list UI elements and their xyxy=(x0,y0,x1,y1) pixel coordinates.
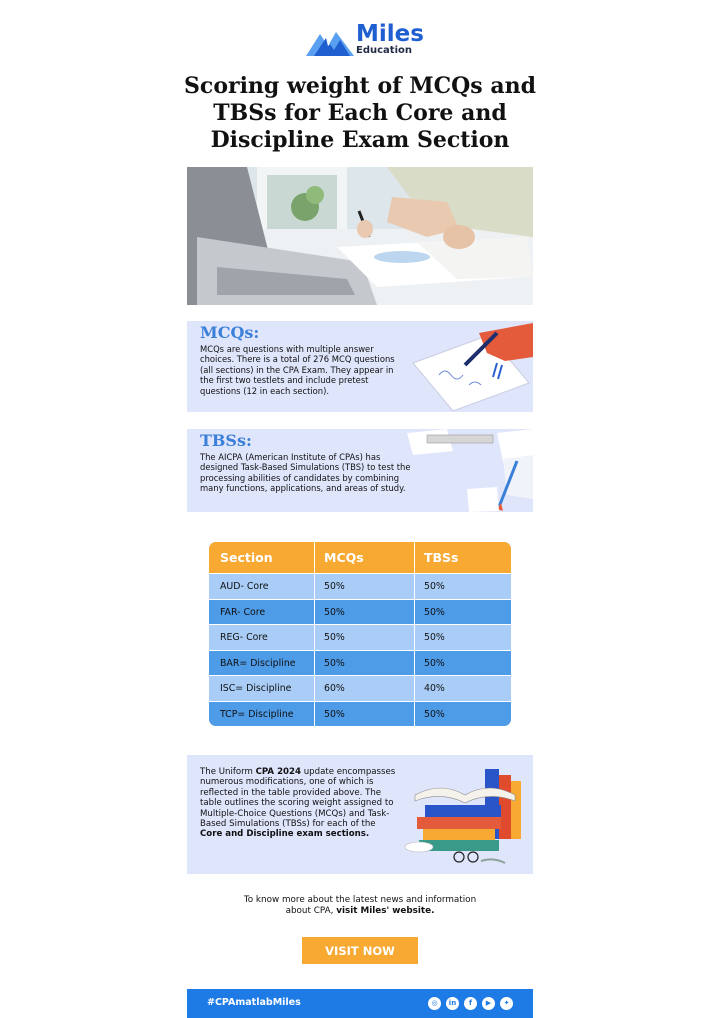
header-section: Section xyxy=(209,542,315,573)
desk-supplies-illustration xyxy=(407,429,533,512)
update-text-part: update encompasses numerous modifications, one of which is reflected in the table provided above. The table outlines the scoring weight assigned to Multiple-Choice Questions (MCQs) and Task-Based Simulations (TBSs) for each of the xyxy=(200,767,396,830)
cell-section: TCP= Discipline xyxy=(209,702,315,727)
tbs-heading: TBSs: xyxy=(200,431,252,450)
cell-tbss: 50% xyxy=(424,708,445,720)
cell-mcqs: 50% xyxy=(315,574,415,600)
cell-tbss: 50% xyxy=(424,632,445,644)
logo-subtitle: Education xyxy=(356,45,412,56)
books-illustration xyxy=(401,765,527,871)
table-row xyxy=(209,650,511,677)
header-mcqs: MCQs xyxy=(315,542,415,573)
tbs-description: The AICPA (American Institute of CPAs) has designed Task-Based Simulations (TBS) to test the processing abilities of candidates by combining many functions, applications, and areas of study. xyxy=(200,452,411,494)
mcq-heading: MCQs: xyxy=(200,323,260,342)
cell-mcqs: 50% xyxy=(315,651,415,677)
cta-text-part: To know more about the latest news and information about CPA, xyxy=(243,895,477,916)
logo-name: Miles xyxy=(356,21,424,47)
cell-tbss: 50% xyxy=(424,581,445,593)
mcq-description: MCQs are questions with multiple answer choices. There is a total of 276 MCQ questions (all sections) in the CPA Exam. They appear in the first two testlets and include pretest questions (12 in each section). xyxy=(200,344,395,396)
page-title: Scoring weight of MCQs and TBSs for Each Core and Discipline Exam Section xyxy=(184,73,536,153)
cell-tbss: 50% xyxy=(424,606,445,618)
cell-mcqs: 50% xyxy=(315,702,415,727)
cell-mcqs: 60% xyxy=(315,676,415,702)
cell-tbss: 40% xyxy=(424,683,445,695)
twitter-icon[interactable]: ✦ xyxy=(500,997,513,1010)
tbs-info-box xyxy=(187,429,533,512)
hero-image-person-writing xyxy=(187,167,533,305)
cell-section: ISC= Discipline xyxy=(209,676,315,702)
visit-now-button[interactable]: VISIT NOW xyxy=(302,937,418,964)
cta-message xyxy=(230,895,490,917)
mcq-info-box xyxy=(187,321,533,412)
visit-website-link[interactable]: visit Miles' website. xyxy=(336,906,435,916)
cell-section: REG- Core xyxy=(209,625,315,651)
hashtag-text: #CPAmatlabMiles xyxy=(207,997,301,1008)
update-text-bold: Core and Discipline exam sections. xyxy=(200,829,370,840)
header-tbss: TBSs xyxy=(424,550,459,565)
table-row xyxy=(209,573,511,600)
cpa-update-text xyxy=(200,767,400,840)
update-text-part: The Uniform xyxy=(200,767,256,777)
cell-mcqs: 50% xyxy=(315,600,415,626)
linkedin-icon[interactable]: in xyxy=(446,997,459,1010)
cell-tbss: 50% xyxy=(424,657,445,669)
mountain-logo-icon xyxy=(306,26,354,56)
table-row xyxy=(209,599,511,626)
footer-bar xyxy=(187,989,533,1018)
scoring-weight-table xyxy=(209,542,511,726)
table-row xyxy=(209,701,511,727)
social-links xyxy=(428,997,513,1010)
table-row xyxy=(209,624,511,651)
instagram-icon[interactable]: ◎ xyxy=(428,997,441,1010)
facebook-icon[interactable]: f xyxy=(464,997,477,1010)
table-row xyxy=(209,675,511,702)
cell-mcqs: 50% xyxy=(315,625,415,651)
update-text-bold: CPA 2024 xyxy=(255,767,301,777)
cell-section: FAR- Core xyxy=(209,600,315,626)
cpa-2024-update-box xyxy=(187,755,533,874)
cell-section: BAR= Discipline xyxy=(209,651,315,677)
cell-section: AUD- Core xyxy=(209,574,315,600)
youtube-icon[interactable]: ▶ xyxy=(482,997,495,1010)
table-header-row xyxy=(209,542,511,573)
hand-writing-illustration xyxy=(409,323,533,411)
miles-education-logo[interactable] xyxy=(306,22,426,58)
